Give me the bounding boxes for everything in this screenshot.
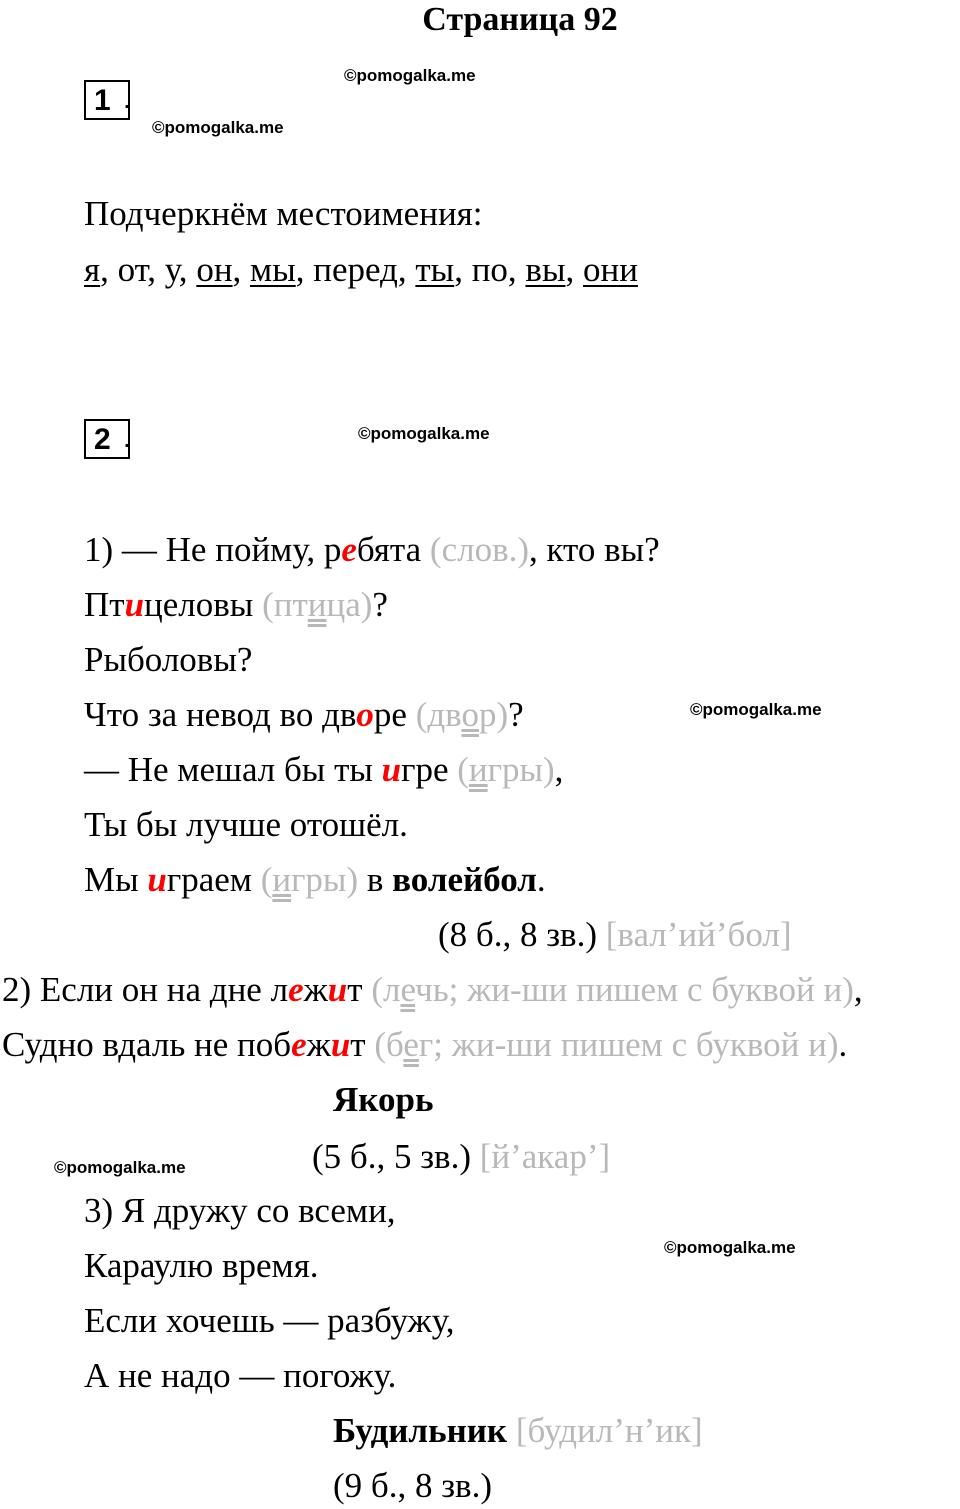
watermark: ©pomogalka.me — [344, 66, 476, 85]
text: целовы — [144, 585, 263, 624]
word: , от, у, — [100, 250, 197, 289]
highlight-letter: и — [124, 585, 145, 624]
word: он — [196, 250, 233, 289]
highlight-letter: и — [327, 970, 348, 1009]
highlight-letter: е — [341, 530, 357, 569]
text: т — [350, 1025, 375, 1064]
word: я — [84, 250, 101, 289]
watermark: ©pomogalka.me — [664, 1238, 796, 1257]
page-title: Страница 92 — [422, 1, 618, 38]
hint: (л — [371, 970, 401, 1009]
text: т — [347, 970, 372, 1009]
hint: ( — [457, 750, 469, 789]
word: вы — [525, 250, 566, 289]
riddle1-line7 — [84, 858, 546, 902]
word: мы — [250, 250, 296, 289]
highlight-letter: е — [288, 970, 304, 1009]
riddle2-answer: Якорь — [333, 1080, 434, 1119]
transcription: [будил’н’ик] — [507, 1411, 703, 1450]
highlight-letter: и — [147, 860, 167, 899]
riddle3-line3: Если хочешь — разбужу, — [84, 1301, 455, 1340]
text: Мы — [84, 860, 148, 899]
text: , — [554, 750, 564, 789]
word: ты — [415, 250, 455, 289]
hint-stressed: е — [403, 1025, 419, 1064]
hint-stressed: е — [400, 970, 416, 1009]
riddle3-line4: А не надо — погожу. — [84, 1356, 397, 1395]
text: Судно вдаль не поб — [2, 1025, 292, 1064]
text: , кто вы? — [529, 530, 660, 569]
riddle1-line5 — [84, 748, 563, 792]
hint: гры) — [487, 750, 555, 789]
transcription: [вал’ий’бол] — [605, 915, 792, 954]
letter-sound-count: (5 б., 5 зв.) — [312, 1137, 480, 1176]
task-number-dot: . — [123, 83, 131, 114]
letter-sound-count: (8 б., 8 зв.) — [438, 915, 606, 954]
text: 1) — Не пойму, р — [84, 530, 342, 569]
pronoun-list — [84, 248, 638, 292]
text: . — [536, 860, 546, 899]
word: , — [232, 250, 251, 289]
hint: (дв — [415, 695, 462, 734]
text: ж — [306, 1025, 331, 1064]
highlight-letter: и — [330, 1025, 351, 1064]
hint-stressed: о — [461, 695, 479, 734]
text: — Не мешал бы ты — [84, 750, 382, 789]
text: Пт — [84, 585, 125, 624]
word: , по, — [454, 250, 526, 289]
text: ? — [508, 695, 524, 734]
text: ? — [372, 585, 388, 624]
task-number: 1 — [94, 84, 111, 117]
hint: гры) — [291, 860, 367, 899]
text: ж — [303, 970, 328, 1009]
task1-intro: Подчеркнём местоимения: — [84, 194, 483, 233]
text: Что за невод во дв — [84, 695, 357, 734]
hint: чь; жи-ши пишем с буквой и) — [415, 970, 854, 1009]
hint: ( — [260, 860, 273, 899]
hint-stressed: и — [468, 750, 488, 789]
text: 2) Если он на дне л — [2, 970, 289, 1009]
text: граем — [166, 860, 261, 899]
hint: (слов.) — [429, 530, 530, 569]
highlight-letter: е — [291, 1025, 307, 1064]
watermark: ©pomogalka.me — [690, 700, 822, 719]
highlight-letter: и — [381, 750, 402, 789]
riddle3-count: (9 б., 8 зв.) — [333, 1466, 492, 1505]
text: , — [853, 970, 863, 1009]
riddle1-count — [438, 913, 792, 957]
answer: Будильник — [333, 1411, 508, 1450]
watermark: ©pomogalka.me — [54, 1158, 186, 1177]
riddle3-line1: 3) Я дружу со всеми, — [84, 1191, 396, 1230]
hint-stressed: и — [272, 860, 292, 899]
hint-stressed: и — [307, 585, 327, 624]
hint: ца) — [326, 585, 373, 624]
hint: г; жи-ши пишем с буквой и) — [418, 1025, 839, 1064]
text: бята — [356, 530, 430, 569]
answer: волейбол — [392, 860, 537, 899]
riddle2-count — [312, 1135, 610, 1179]
hint: р) — [478, 695, 509, 734]
task-number-dot: . — [123, 422, 131, 453]
riddle1-line3: Рыболовы? — [84, 640, 253, 679]
transcription: [й’акар’] — [479, 1137, 611, 1176]
riddle1-line6: Ты бы лучше отошёл. — [84, 805, 408, 844]
text: гре — [401, 750, 458, 789]
text: ре — [373, 695, 416, 734]
watermark: ©pomogalka.me — [358, 424, 490, 443]
word: они — [582, 250, 638, 289]
hint: (пт — [262, 585, 308, 624]
riddle2-line1 — [2, 968, 863, 1012]
hint: (б — [374, 1025, 404, 1064]
text: в — [366, 860, 393, 899]
watermark: ©pomogalka.me — [152, 118, 284, 137]
text: . — [838, 1025, 848, 1064]
highlight-letter: о — [356, 695, 374, 734]
riddle1-line1 — [84, 528, 660, 572]
riddle3-answer-line — [333, 1409, 703, 1453]
word: , перед, — [295, 250, 416, 289]
riddle2-line2 — [2, 1023, 847, 1067]
word: , — [565, 250, 583, 289]
riddle3-line2: Караулю время. — [84, 1246, 319, 1285]
riddle1-line4 — [84, 693, 524, 737]
riddle1-line2 — [84, 583, 388, 627]
task-number: 2 — [94, 423, 111, 456]
